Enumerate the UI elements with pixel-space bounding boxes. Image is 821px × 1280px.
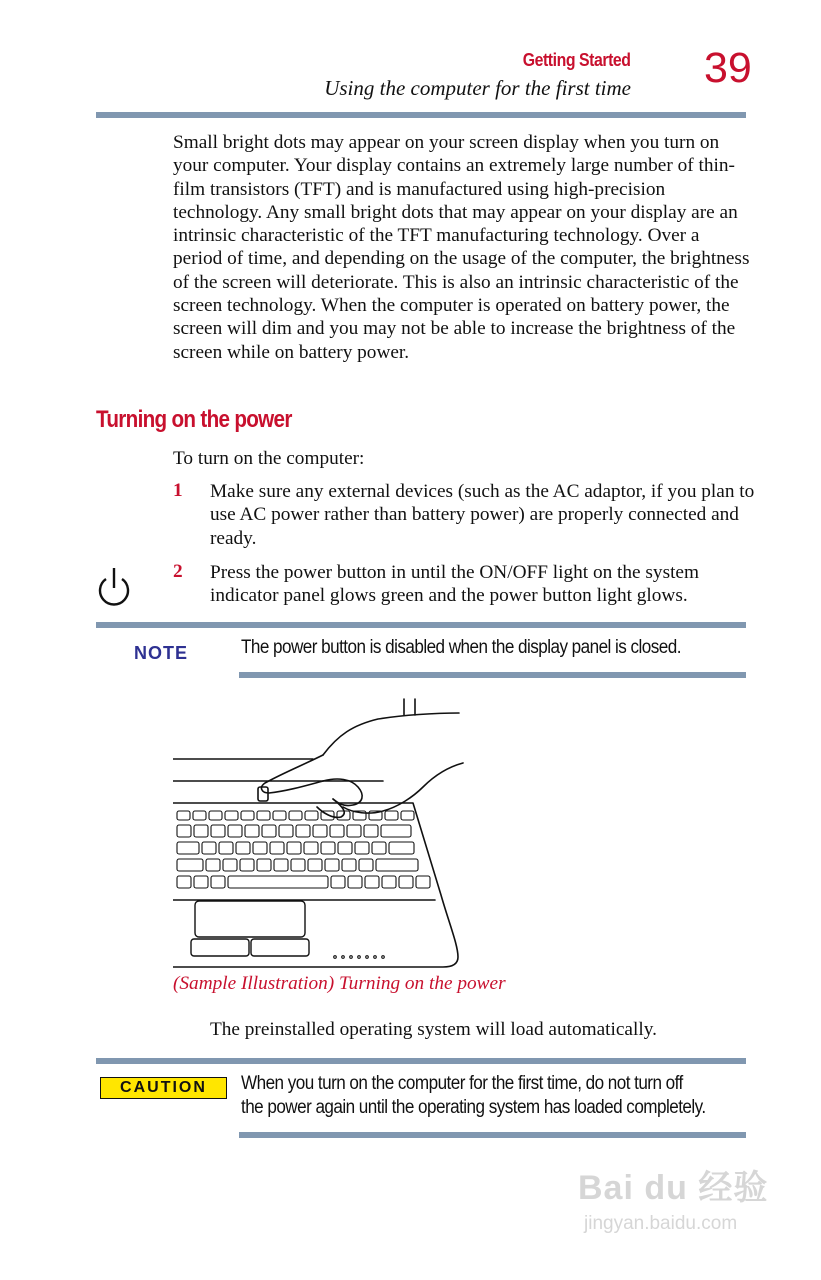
note-top-divider	[96, 622, 746, 628]
os-load-text: The preinstalled operating system will load automatically.	[210, 1019, 657, 1040]
header-divider	[96, 112, 746, 118]
figure-caption: (Sample Illustration) Turning on the power	[173, 973, 506, 994]
power-button-illustration	[173, 695, 473, 970]
caution-label: CAUTION	[100, 1077, 227, 1099]
note-bottom-divider	[239, 672, 746, 678]
watermark-url: jingyan.baidu.com	[584, 1213, 738, 1234]
watermark-brand: Bai du 经验	[578, 1169, 769, 1207]
note-text: The power button is disabled when the display panel is closed.	[241, 637, 681, 658]
step-1-text: Make sure any external devices (such as the AC adaptor, if you plan to use AC power rather than battery power) are properly connected and ready.	[210, 481, 755, 549]
step-1-number: 1	[173, 480, 183, 501]
header-section-title: Getting Started	[523, 50, 631, 70]
header-subsection-title: Using the computer for the first time	[324, 76, 631, 100]
caution-bottom-divider	[239, 1132, 746, 1138]
section-heading: Turning on the power	[96, 406, 292, 433]
intro-paragraph: Small bright dots may appear on your screen display when you turn on your computer. Your display contains an extremely large number of thin-film transistors (TFT) and is manufactured using high-precision technology. Any small bright dots that may appear on your display are an intrinsic characteristic of the TFT manufacturing technology. Over a period of time, and depending on the usage of the computer, the brightness of the screen will deteriorate. This is also an intrinsic characteristic of the screen technology. When the computer is operated on battery power, the screen will dim and you may not be able to increase the brightness of the screen while on battery power.	[173, 132, 750, 363]
baidu-watermark	[578, 1160, 768, 1235]
step-2-text: Press the power button in until the ON/OFF light on the system indicator panel glows green and the power button light glows.	[210, 562, 699, 607]
lead-in-text: To turn on the computer:	[173, 448, 365, 469]
note-label: NOTE	[134, 643, 189, 663]
caution-top-divider	[96, 1058, 746, 1064]
step-2-number: 2	[173, 561, 183, 582]
power-icon	[95, 564, 133, 612]
page-number: 39	[704, 44, 752, 92]
caution-text: When you turn on the computer for the first time, do not turn off the power again until the operating system has loaded completely.	[241, 1073, 706, 1118]
